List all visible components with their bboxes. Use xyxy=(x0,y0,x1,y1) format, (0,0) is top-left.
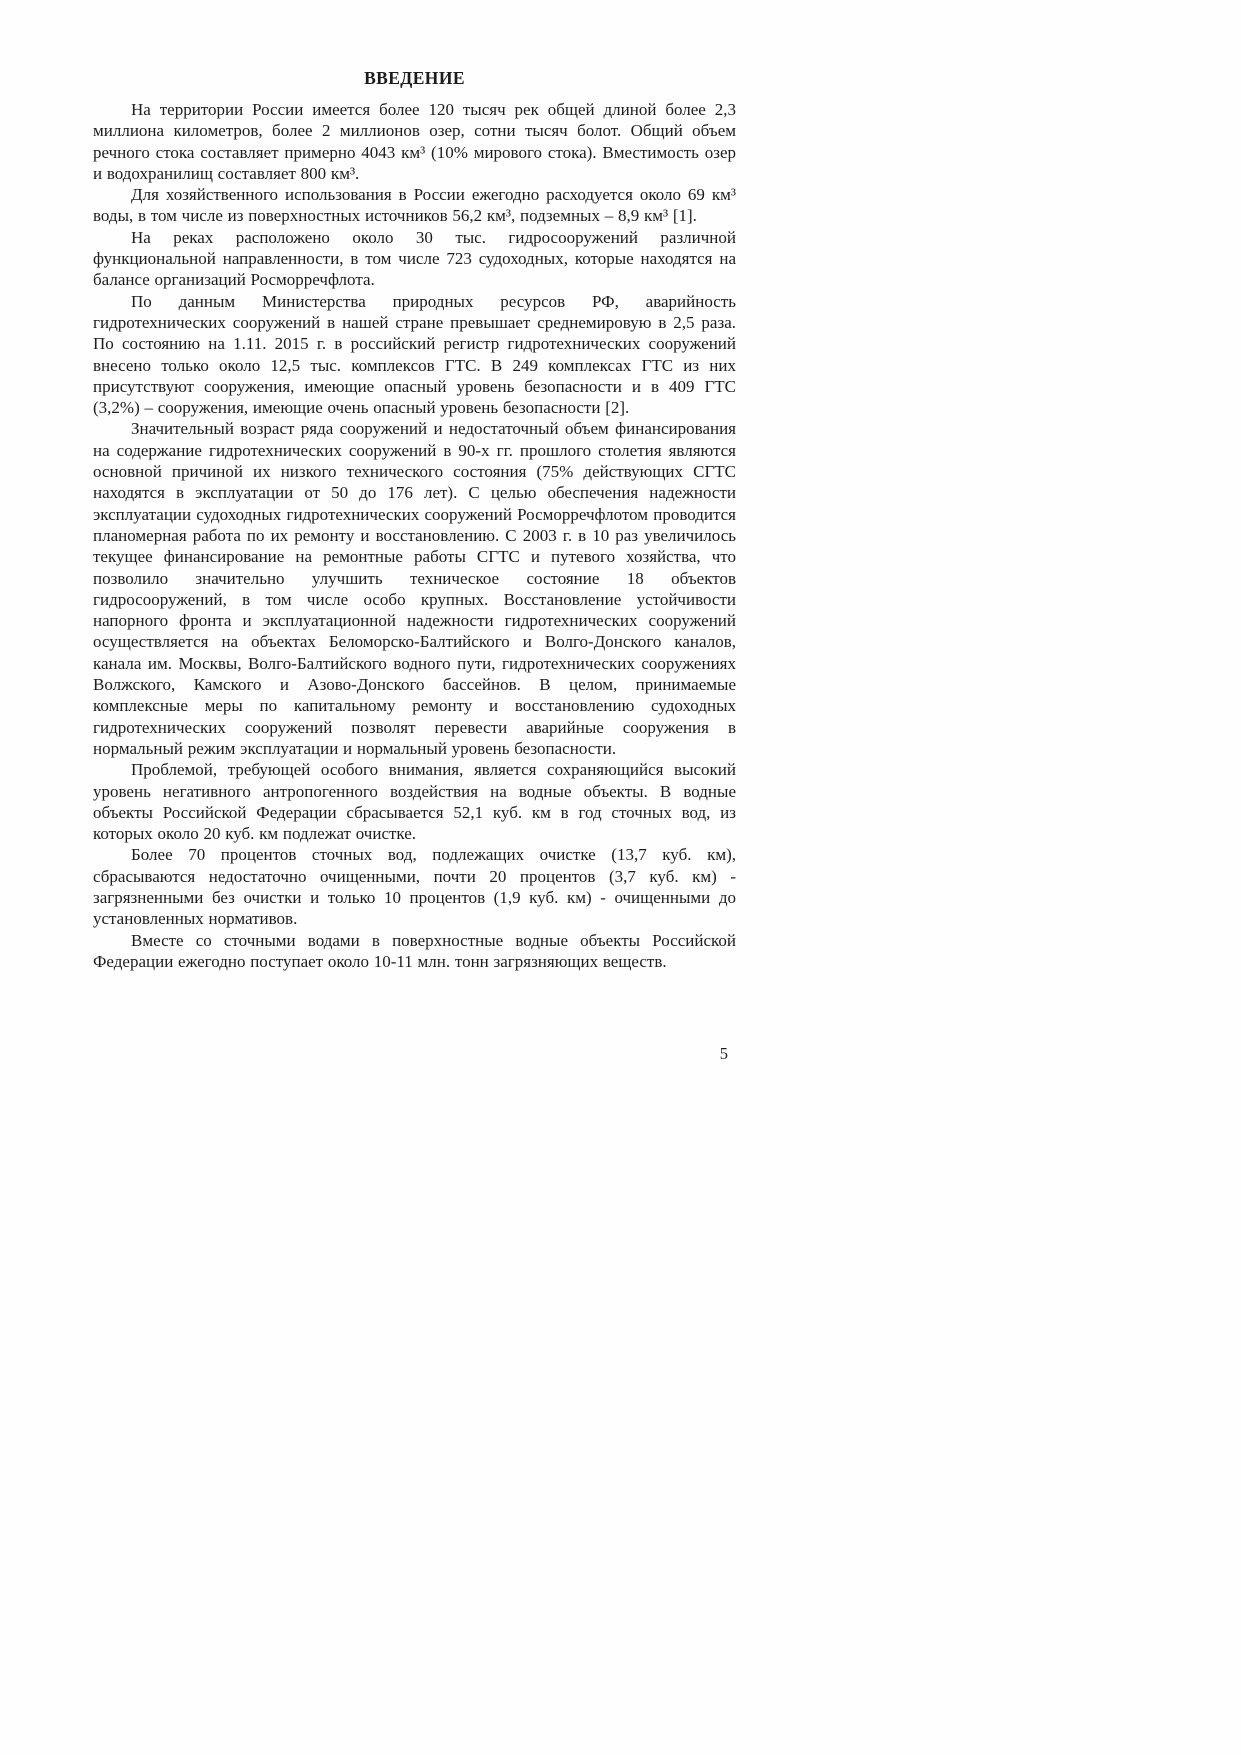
text-block xyxy=(93,68,736,972)
section-title: ВВЕДЕНИЕ xyxy=(364,68,465,88)
paragraph-hydro-structures: На реках расположено около 30 тыс. гидросооружений различной функциональной направленности, в том числе 723 судоходных, которые находятся на балансе организаций Росморречфлота. xyxy=(93,227,736,290)
page-number: 5 xyxy=(719,1044,728,1063)
paragraph-accident-rate: По данным Министерства природных ресурсов РФ, аварийность гидротехнических сооружений в нашей стране превышает среднемировую в 2,5 раза. По состоянию на 1.11. 2015 г. в российский регистр гидротехнических сооружений внесено только около 12,5 тыс. комплексов ГТС. В 249 комплексах ГТС из них присутствуют сооружения, имеющие опасный уровень безопасности и в 409 ГТС (3,2%) – сооружения, имеющие очень опасный уровень безопасности [2]. xyxy=(93,291,736,418)
paragraph-aging-and-repair: Значительный возраст ряда сооружений и недостаточный объем финансирования на содержание гидротехнических сооружений в 90-х гг. прошлого столетия являются основной причиной их низкого технического состояния (75% действующих СГТС находятся в эксплуатации от 50 до 176 лет). С целью обеспечения надежности эксплуатации судоходных гидротехнических сооружений Росморречфлотом проводится планомерная работа по их ремонту и восстановлению. С 2003 г. в 10 раз увеличилось текущее финансирование на ремонтные работы СГТС и путевого хозяйства, что позволило значительно улучшить техническое состояние 18 объектов гидросооружений, в том числе особо крупных. Восстановление устойчивости напорного фронта и эксплуатационной надежности гидротехнических сооружений осуществляется на объектах Беломорско-Балтийского и Волго-Донского каналов, канала им. Москвы, Волго-Балтийского водного пути, гидротехнических сооружениях Волжского, Камского и Азово-Донского бассейнов. В целом, принимаемые комплексные меры по капитальному ремонту и восстановлению судоходных гидротехнических сооружений позволят перевести аварийные сооружения в нормальный режим эксплуатации и нормальный уровень безопасности. xyxy=(93,419,736,758)
paragraph-water-usage: Для хозяйственного использования в России ежегодно расходуется около 69 км³ воды, в том числе из поверхностных источников 56,2 км³, подземных – 8,9 км³ [1]. xyxy=(93,185,736,226)
paragraph-wastewater-treatment: Более 70 процентов сточных вод, подлежащих очистке (13,7 куб. км), сбрасываются недостаточно очищенными, почти 20 процентов (3,7 куб. км) - загрязненными без очистки и только 10 процентов (1,9 куб. км) - очищенными до установленных нормативов. xyxy=(93,845,736,929)
paragraph-anthropogenic-impact: Проблемой, требующей особого внимания, является сохраняющийся высокий уровень негативного антропогенного воздействия на водные объекты. В водные объекты Российской Федерации сбрасывается 52,1 куб. км в год сточных вод, из которых около 20 куб. км подлежат очистке. xyxy=(93,760,736,844)
paragraph-pollutants: Вместе со сточными водами в поверхностные водные объекты Российской Федерации ежегодно поступает около 10-11 млн. тонн загрязняющих веществ. xyxy=(93,930,736,971)
paragraph-rivers-overview: На территории России имеется более 120 тысяч рек общей длиной более 2,3 миллиона километров, более 2 миллионов озер, сотни тысяч болот. Общий объем речного стока составляет примерно 4043 км³ (10% мирового стока). Вместимость озер и водохранилищ составляет 800 км³. xyxy=(93,100,736,183)
